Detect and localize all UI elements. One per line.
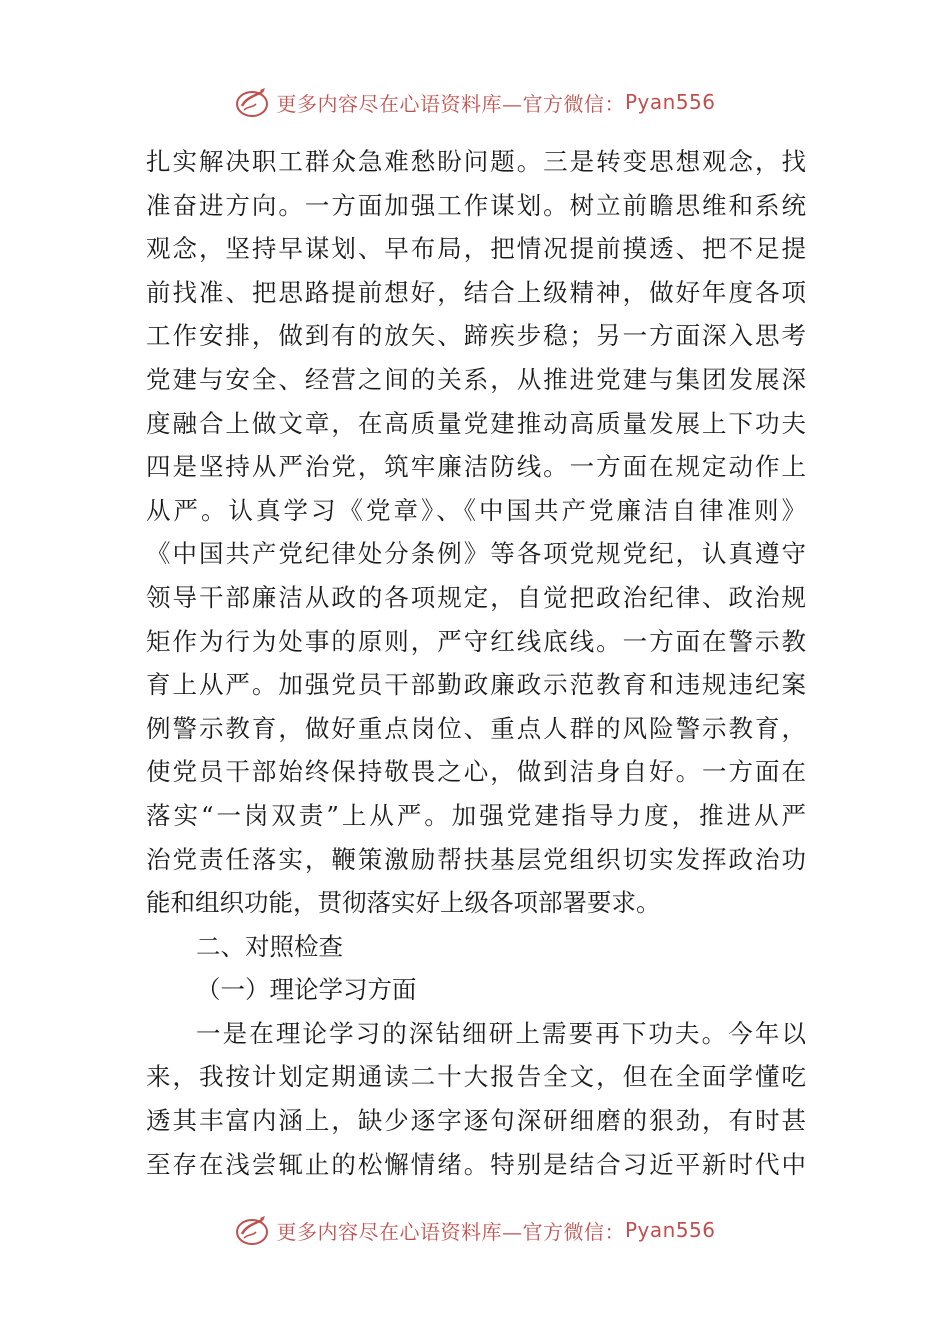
text-line: 使党员干部始终保持敬畏之心，做到洁身自好。一方面在 <box>146 757 806 787</box>
text-line: 育上从严。加强党员干部勤政廉政示范教育和违规违纪案 <box>146 670 806 700</box>
text-line: 度融合上做文章，在高质量党建推动高质量发展上下功夫 <box>146 408 806 438</box>
section-heading: 二、对照检查 <box>196 931 343 961</box>
footer-watermark-banner <box>0 1210 950 1250</box>
text-line: 《中国共产党纪律处分条例》等各项党规党纪，认真遵守 <box>146 539 806 569</box>
text-line: 能和组织功能，贯彻落实好上级各项部署要求。 <box>146 888 661 918</box>
text-line: 至存在浅尝辄止的松懈情绪。特别是结合习近平新时代中 <box>146 1149 806 1179</box>
text-line: 矩作为行为处事的原则，严守红线底线。一方面在警示教 <box>146 626 806 656</box>
watermark-brand: Pyan556 <box>624 1218 716 1242</box>
text-line: 治党责任落实，鞭策激励帮扶基层党组织切实发挥政治功 <box>146 844 806 874</box>
text-line: 从严。认真学习《党章》、《中国共产党廉洁自律准则》 <box>146 495 806 525</box>
text-line: 透其丰富内涵上，缺少逐字逐句深研细磨的狠劲，有时甚 <box>146 1106 806 1136</box>
subsection-heading: （一）理论学习方面 <box>196 975 417 1005</box>
document-body <box>146 140 806 1186</box>
text-line: 党建与安全、经营之间的关系，从推进党建与集团发展深 <box>146 364 806 394</box>
text-line: 一是在理论学习的深钻细研上需要再下功夫。今年以 <box>196 1018 806 1048</box>
text-line: 领导干部廉洁从政的各项规定，自觉把政治纪律、政治规 <box>146 582 806 612</box>
watermark-brand: Pyan556 <box>624 90 716 114</box>
pen-scroll-icon <box>234 1212 270 1248</box>
pen-scroll-icon <box>234 84 270 120</box>
text-line: 观念，坚持早谋划、早布局，把情况提前摸透、把不足提 <box>146 234 806 264</box>
header-watermark-banner <box>0 82 950 122</box>
watermark-text: 更多内容尽在心语资料库—官方微信： <box>276 1219 625 1244</box>
text-line: 例警示教育，做好重点岗位、重点人群的风险警示教育， <box>146 713 806 743</box>
text-line: 来，我按计划定期通读二十大报告全文，但在全面学懂吃 <box>146 1062 806 1092</box>
text-line: 准奋进方向。一方面加强工作谋划。树立前瞻思维和系统 <box>146 190 806 220</box>
text-line: 四是坚持从严治党，筑牢廉洁防线。一方面在规定动作上 <box>146 452 806 482</box>
text-line: 前找准、把思路提前想好，结合上级精神，做好年度各项 <box>146 277 806 307</box>
text-line: 落实“一岗双责”上从严。加强党建指导力度，推进从严 <box>146 800 806 830</box>
text-line: 工作安排，做到有的放矢、蹄疾步稳；另一方面深入思考 <box>146 321 806 351</box>
watermark-text: 更多内容尽在心语资料库—官方微信： <box>276 91 625 116</box>
text-line: 扎实解决职工群众急难愁盼问题。三是转变思想观念，找 <box>146 147 806 176</box>
